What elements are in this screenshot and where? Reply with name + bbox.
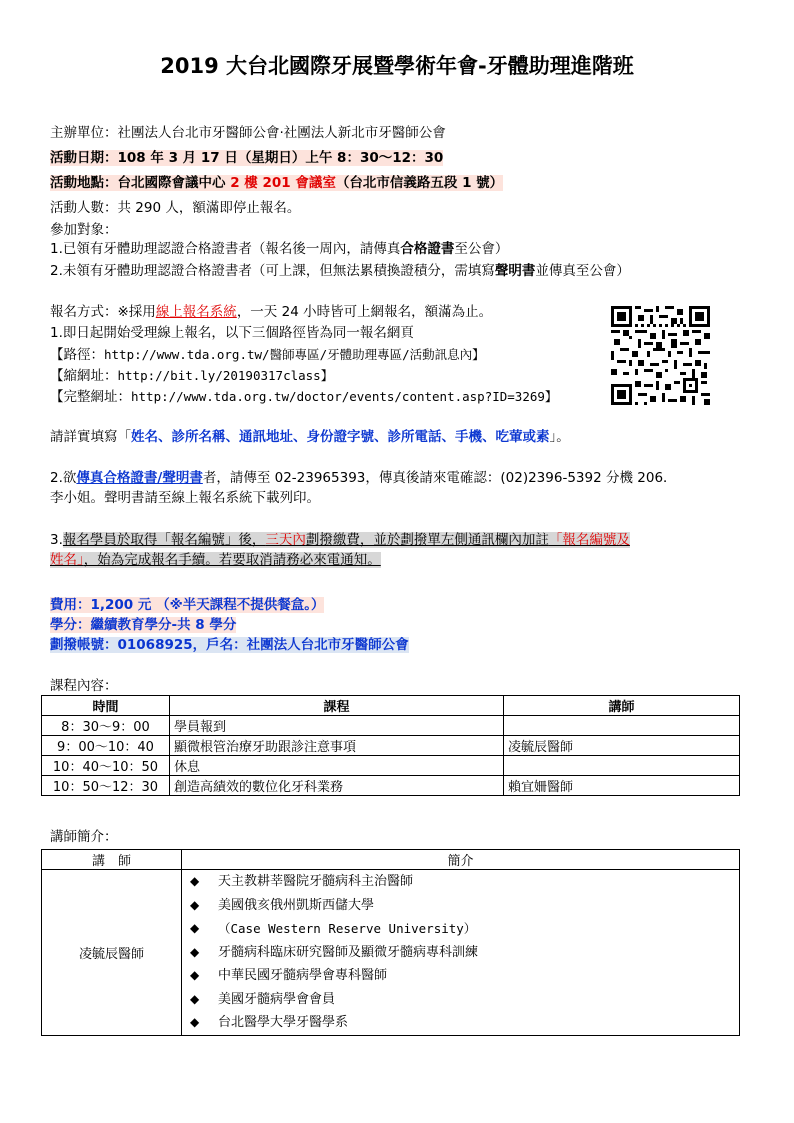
table-row <box>42 870 740 1036</box>
lecturer-name: 凌毓辰醫師 <box>42 870 182 1036</box>
capacity-line: 活動人數：共 290 人，額滿即停止報名。 <box>50 200 301 216</box>
venue-prefix: 活動地點：台北國際會議中心 <box>50 175 231 191</box>
short-url-line <box>50 367 333 385</box>
date-text: 活動日期：108 年 3 月 17 日（星期日）上午 8：30～12：30 <box>50 150 444 166</box>
lecturer-header-name: 講 師 <box>42 850 182 870</box>
venue-suffix: （台北市信義路五段 1 號） <box>335 175 504 191</box>
intro-text: 美國俄亥俄州凱斯西儲大學 <box>218 897 375 913</box>
lecturer-table <box>41 849 740 1036</box>
intro-text: 牙髓病科臨床研究醫師及顯微牙髓病專科訓練 <box>218 944 479 960</box>
list-item <box>182 964 739 988</box>
intro-text: 中華民國牙髓病學會專科醫師 <box>218 968 388 983</box>
diamond-bullet-icon: ◆ <box>190 991 200 1006</box>
pay-d: 劃撥繳費，並於劃撥單左側通訊欄內加註 <box>305 532 549 548</box>
target-item-2-a: 2.未領有牙體助理認證合格證書者（可上課，但無法累積換證積分，需填寫 <box>50 263 495 279</box>
credit-line <box>50 616 236 634</box>
schedule-course: 顯微根管治療牙助跟診注意事項 <box>170 736 504 756</box>
page-title: 2019 大台北國際牙展暨學術年會-牙體助理進階班 <box>160 54 634 78</box>
reg-a: 報名方式：※採用 <box>50 304 156 320</box>
pay-three-days: 三天內 <box>265 532 306 548</box>
lecturer-header-row <box>42 850 740 870</box>
account-line <box>50 636 409 654</box>
fax-paragraph <box>50 468 740 508</box>
date-line <box>50 149 443 167</box>
course-label: 課程內容： <box>50 678 118 694</box>
target-item-1 <box>50 240 508 258</box>
lecturer-label: 講師簡介： <box>50 829 118 845</box>
fee-account: 劃撥帳號：01068925，戶名：社團法人台北市牙醫師公會 <box>50 637 409 653</box>
schedule-course: 學員報到 <box>170 716 504 736</box>
diamond-bullet-icon: ◆ <box>190 874 200 888</box>
pay-highlight <box>50 532 630 568</box>
fax-d: 李小姐。聲明書請至線上報名系統下載列印。 <box>50 490 320 506</box>
schedule-lecturer <box>504 756 740 776</box>
fee-cost: 費用：1,200 元 （※半天課程不提供餐盒。） <box>50 597 325 613</box>
pay-g: ，始為完成報名手續。若要取消請務必來電通知。 <box>83 552 381 568</box>
intro-text: 天主教耕莘醫院牙髓病科主治醫師 <box>218 874 414 889</box>
list-item <box>182 1011 739 1035</box>
pay-e: 「報名編號及 <box>548 532 630 548</box>
diamond-bullet-icon: ◆ <box>190 921 200 935</box>
table-row <box>42 776 740 796</box>
schedule-time: 9：00～10：40 <box>42 736 170 756</box>
target-item-1-a: 1.已領有牙體助理認證合格證書者（報名後一周內，請傳真 <box>50 241 401 257</box>
pay-b: 報名學員於取得「報名編號」後， <box>62 532 266 548</box>
list-item <box>182 870 739 894</box>
path-url[interactable]: http://www.tda.org.tw/醫師專區/牙體助理專區/活動訊息內】 <box>104 347 485 362</box>
target-item-2 <box>50 262 630 280</box>
target-item-1-b: 合格證書 <box>400 241 455 257</box>
full-url-line <box>50 388 557 406</box>
schedule-course: 休息 <box>170 756 504 776</box>
fill-in-fields: 姓名、診所名稱、通訊地址、身份證字號、診所電話、手機、吃葷或素 <box>131 429 550 445</box>
fax-a: 2.欲 <box>50 470 77 486</box>
fill-in-line <box>50 428 570 446</box>
online-system-link[interactable]: 線上報名系統 <box>155 304 237 320</box>
intro-text: 台北醫學大學牙醫學系 <box>218 1015 349 1030</box>
intro-text: 美國牙髓病學會會員 <box>218 991 336 1007</box>
lecturer-intro-cell <box>182 870 740 1036</box>
targets-label: 參加對象： <box>50 222 118 238</box>
lecturer-intro-list <box>182 870 739 1035</box>
fee-credit: 學分：繼續教育學分-共 8 學分 <box>50 617 237 633</box>
list-item <box>182 894 739 918</box>
pay-f: 姓名」 <box>50 552 84 568</box>
full-url[interactable]: http://www.tda.org.tw/doctor/events/content.asp?ID=3269】 <box>131 389 558 404</box>
diamond-bullet-icon: ◆ <box>190 944 200 959</box>
schedule-time: 10：50～12：30 <box>42 776 170 796</box>
registration-line1: 1.即日起開始受理線上報名，以下三個路徑皆為同一報名網頁 <box>50 325 414 341</box>
schedule-header-time: 時間 <box>42 696 170 716</box>
schedule-table <box>41 695 740 796</box>
table-row <box>42 736 740 756</box>
diamond-bullet-icon: ◆ <box>190 968 200 982</box>
table-row <box>42 716 740 736</box>
short-url[interactable]: http://bit.ly/20190317class】 <box>117 368 334 383</box>
target-item-2-b: 聲明書 <box>494 263 536 279</box>
full-label: 【完整網址： <box>50 389 131 405</box>
fax-c: 者，請傳至 02-23965393，傳真後請來電確認：(02)2396-5392 分機 206． <box>202 470 677 486</box>
schedule-course: 創造高績效的數位化牙科業務 <box>170 776 504 796</box>
table-row <box>42 756 740 776</box>
schedule-lecturer: 凌毓辰醫師 <box>504 736 740 756</box>
diamond-bullet-icon: ◆ <box>190 897 200 912</box>
venue-line <box>50 174 503 192</box>
path-line <box>50 346 485 364</box>
diamond-bullet-icon: ◆ <box>190 1015 200 1029</box>
registration-method <box>50 303 492 321</box>
schedule-header-lecturer: 講師 <box>504 696 740 716</box>
schedule-lecturer: 賴宜姍醫師 <box>504 776 740 796</box>
organizer-line: 主辦單位：社團法人台北市牙醫師公會‧社團法人新北市牙醫師公會 <box>50 125 446 141</box>
target-item-1-c: 至公會） <box>454 241 509 257</box>
venue-highlight <box>50 175 503 191</box>
schedule-time: 10：40～10：50 <box>42 756 170 776</box>
fee-line <box>50 596 324 614</box>
qr-code-image[interactable] <box>611 306 710 405</box>
path-label: 【路徑： <box>50 347 104 363</box>
schedule-lecturer <box>504 716 740 736</box>
list-item <box>182 988 739 1012</box>
venue-room: 2 樓 201 會議室 <box>230 175 336 191</box>
fill-in-c: 」。 <box>549 429 570 445</box>
schedule-header-course: 課程 <box>170 696 504 716</box>
list-item <box>182 917 739 941</box>
reg-c: ，一天 24 小時皆可上網報名，額滿為止。 <box>236 304 493 320</box>
pay-a: 3. <box>50 532 63 548</box>
target-item-2-c: 並傳真至公會） <box>535 263 630 279</box>
short-label: 【縮網址： <box>50 368 118 384</box>
lecturer-header-intro: 簡介 <box>182 850 740 870</box>
payment-paragraph <box>50 530 740 570</box>
intro-text: （Case Western Reserve University） <box>218 921 477 936</box>
fax-cert: 傳真合格證書/聲明書 <box>76 470 203 486</box>
list-item <box>182 941 739 965</box>
fill-in-a: 請詳實填寫「 <box>50 429 131 445</box>
schedule-time: 8：30～9：00 <box>42 716 170 736</box>
schedule-header-row <box>42 696 740 716</box>
